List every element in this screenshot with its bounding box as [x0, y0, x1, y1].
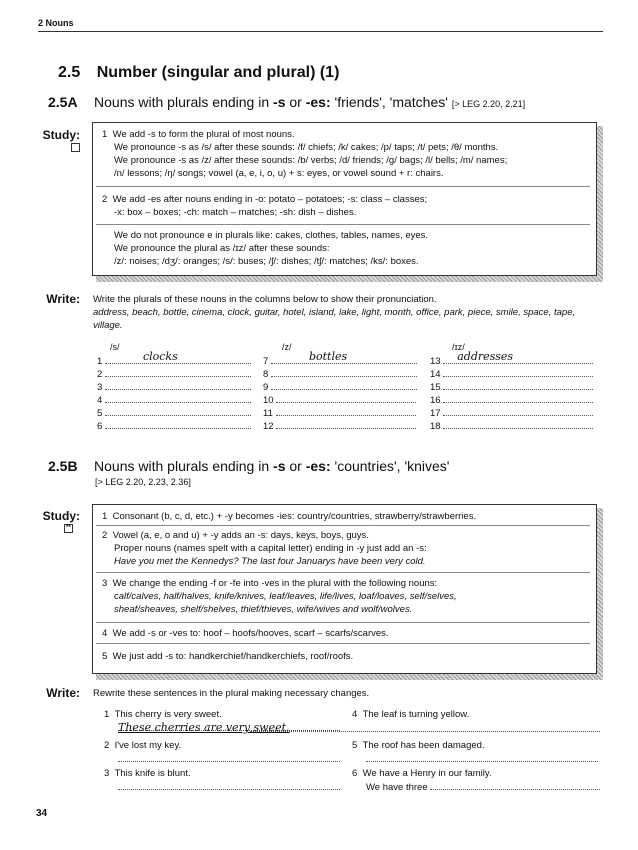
study-label-a: Study: [42, 128, 80, 142]
answer-row[interactable]: 8 [263, 367, 428, 380]
instruction-b: Rewrite these sentences in the plural making necessary changes. [93, 688, 370, 699]
subsection-a-title: Nouns with plurals ending in -s or -es: 'friends', 'matches' [94, 94, 452, 110]
answer-row[interactable]: 9 [263, 380, 428, 393]
answer-line[interactable] [366, 752, 598, 762]
write-label-b: Write: [46, 686, 80, 700]
answer-13: addresses [457, 350, 514, 363]
column-iz [430, 350, 602, 432]
exercise-item-3: 3 This knife is blunt. [104, 767, 344, 794]
box-shadow-a [597, 126, 603, 282]
rule-a1: 1 We add -s to form the plural of most nouns. We pronounce -s as /s/ after these sounds: /f/ chiefs; /k/ cakes; /p/ taps; /t/ pets; /θ/ months. We pronounce -s as /z/ after these sounds: /b/ verbs; /d/ friends; /g/ bags; /l/ bells; /m/ names; /n/ lessons; /ŋ/ songs; vowel (a, e, i, o, u) + s: eyes, or vowel sound + r: chairs. [102, 129, 508, 179]
rule-b2: 2 Vowel (a, e, o and u) + -y adds an -s: days, keys, boys, guys. Proper nouns (names spelt with a capital letter) ending in -y just add an -s: Have you met the Kennedys? The last four Januarys have been very cold. [102, 530, 427, 567]
answer-row[interactable]: 10 [263, 393, 428, 406]
box-shadow-a-bottom [96, 276, 603, 282]
answer-row[interactable]: 1 clocks [97, 354, 257, 367]
divider [96, 572, 590, 573]
rule-b3: 3 We change the ending -f or -fe into -ves in the plural with the following nouns: calf/calves, half/halves, knife/knives, leaf/leaves, life/lives, loaf/loaves, self/selves, sheaf/sheaves, shelf/shelves, thief/thieves, wife/wives and wolf/wolves. [102, 578, 457, 615]
answer-7: bottles [308, 350, 348, 363]
rule-b5: 5 We just add -s to: handkerchief/handkerchiefs, roof/roofs. [102, 651, 354, 662]
column-s [97, 350, 257, 432]
difficulty-stars: ** [66, 525, 71, 531]
running-header: 2 Nouns [38, 18, 74, 28]
instruction-a: Write the plurals of these nouns in the columns below to show their pronunciation. address, beach, bottle, cinema, clock, guitar, hotel, island, lake, light, month, office, park, piece, smile, space, tape, village. [93, 294, 576, 331]
answer-row[interactable]: 14 [430, 367, 602, 380]
study-label-b: Study: [42, 509, 80, 523]
answer-row[interactable]: 3 [97, 380, 257, 393]
answer-row[interactable]: 2 [97, 367, 257, 380]
divider [96, 525, 590, 526]
box-shadow-b [597, 508, 603, 680]
answer-line-1-cont[interactable] [250, 719, 600, 737]
subsection-b-title: Nouns with plurals ending in -s or -es: 'countries', 'knives' [94, 458, 450, 474]
answer-b1: These cherries are very sweet. [118, 721, 290, 734]
divider [96, 622, 590, 623]
answer-row[interactable]: 11 [263, 406, 428, 419]
subsection-a-ref: [> LEG 2.20, 2.21] [451, 99, 526, 109]
section-title: Number (singular and plural) (1) [96, 64, 340, 81]
section-heading [58, 64, 339, 82]
answer-row[interactable]: 5 [97, 406, 257, 419]
rule-b1: 1 Consonant (b, c, d, etc.) + -y becomes -ies: country/countries, strawberry/strawberries. [102, 511, 477, 522]
exercise-item-4: 4 The leaf is turning yellow. [352, 709, 470, 720]
divider [96, 224, 590, 225]
answer-line[interactable] [118, 780, 340, 790]
exercise-item-1: 1 This cherry is very sweet. These cherries are very sweet. [104, 708, 344, 736]
answer-line[interactable] [430, 780, 600, 790]
subsection-b-heading [48, 458, 449, 476]
column-head-iz: /ɪz/ [452, 342, 465, 352]
answer-line[interactable] [118, 752, 340, 762]
header-rule [38, 31, 603, 32]
study-checkbox-a[interactable] [71, 143, 80, 152]
rule-a3: We do not pronounce e in plurals like: cakes, clothes, tables, names, eyes. We pronounce the plural as /ɪz/ after these sounds: /z/: noises; /dʒ/: oranges; /s/: buses; /ʃ/: dishes; /tʃ/: matches; /ks/: boxes. [114, 230, 429, 267]
column-z [263, 350, 428, 432]
write-label-a: Write: [46, 292, 80, 306]
divider [96, 643, 590, 644]
exercise-item-6: 6 We have a Henry in our family. We have three [352, 767, 602, 794]
column-head-s: /s/ [110, 342, 120, 352]
answer-row[interactable]: 12 [263, 419, 428, 432]
answer-row[interactable]: 4 [97, 393, 257, 406]
rule-b4: 4 We add -s or -ves to: hoof – hoofs/hooves, scarf – scarfs/scarves. [102, 628, 389, 639]
answer-row[interactable]: 7 bottles [263, 354, 428, 367]
answer-row[interactable]: 18 [430, 419, 602, 432]
answer-row[interactable]: 6 [97, 419, 257, 432]
page-number: 34 [36, 808, 48, 819]
divider [96, 186, 590, 187]
answer-1: clocks [142, 350, 178, 363]
rule-a2: 2 We add -es after nouns ending in -o: potato – potatoes; -s: class – classes; -x: box – boxes; -ch: match – matches; -sh: dish – dishes. [102, 194, 428, 218]
exercise-item-2: 2 I've lost my key. [104, 739, 344, 766]
subsection-a-heading [48, 94, 525, 112]
column-head-z: /z/ [282, 342, 292, 352]
box-shadow-b-bottom [96, 674, 603, 680]
section-number: 2.5 [58, 64, 81, 81]
answer-row[interactable]: 17 [430, 406, 602, 419]
answer-row[interactable]: 16 [430, 393, 602, 406]
subsection-a-number: 2.5A [48, 94, 78, 110]
answer-row[interactable]: 13 addresses [430, 354, 602, 367]
exercise-item-5: 5 The roof has been damaged. [352, 739, 602, 766]
subsection-b-number: 2.5B [48, 458, 78, 474]
subsection-b-ref: [> LEG 2.20, 2.23, 2.36] [95, 477, 191, 487]
answer-row[interactable]: 15 [430, 380, 602, 393]
